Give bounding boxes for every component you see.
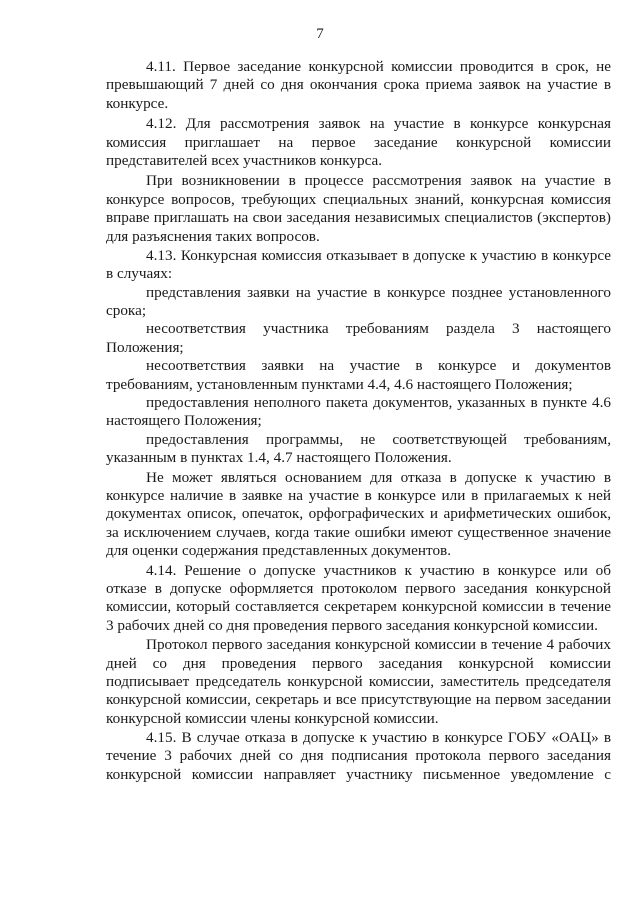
text-line: 4.14. Решение о допуске участников к участию в конкурсе или об [146,561,611,579]
text-line: несоответствия заявки на участие в конкурсе и документов [146,357,611,375]
text-line: настоящего Положения; [106,412,262,430]
text-line: При возникновении в процессе рассмотрения заявок на участие в [146,172,611,190]
text-line: срока; [106,302,147,320]
text-line: дней со дня проведения первого заседания конкурсной комиссии [106,654,611,672]
page-number: 7 [316,26,324,42]
text-line: конкурсной комиссии направляет участнику письменное уведомление с [106,765,611,783]
text-line: 4.12. Для рассмотрения заявок на участие в конкурсе конкурсная [146,115,611,133]
text-line: конкурсной комиссии, секретарь и все присутствующие на первом заседании [106,691,611,709]
document-body [106,58,611,784]
text-line: документах описок, опечаток, орфографических и арифметических ошибок, [106,505,611,523]
text-line: 4.11. Первое заседание конкурсной комиссии проводится в срок, не [146,58,611,75]
text-line: предоставления неполного пакета документов, указанных в пункте 4.6 [146,394,611,412]
text-line: для оценки содержания представленных документов. [106,542,452,560]
text-line: Не может являться основанием для отказа в допуске к участию в [146,468,611,486]
text-line: подписывает председатель конкурсной комиссии, заместитель председателя [106,672,611,690]
text-line: конкурсе. [106,94,169,112]
text-line: превышающий 7 дней со дня окончания срока приема заявок на участие в [106,76,611,94]
text-line: за исключением случаев, когда такие ошибки имеют существенное значение [106,523,611,541]
text-line: несоответствия участника требованиям раздела 3 настоящего [146,320,611,338]
text-line: предоставления программы, не соответствующей требованиям, [146,430,611,448]
text-line: вправе приглашать на свои заседания независимых специалистов (экспертов) [106,209,611,227]
text-line: 4.13. Конкурсная комиссия отказывает в допуске к участию в конкурсе [146,246,611,264]
text-line: течение 3 рабочих дней со дня подписания протокола первого заседания [106,747,611,765]
text-line: 3 рабочих дней со дня проведения первого заседания конкурсной комиссии. [106,616,598,634]
text-line: комиссия приглашает на первое заседание конкурсной комиссии [106,133,611,151]
text-line: Положения; [106,338,184,356]
text-line: представителей всех участников конкурса. [106,151,383,169]
text-line: в случаях: [106,265,173,283]
text-line: конкурсе наличие в заявке на участие в конкурсе или в прилагаемых к ней [106,486,611,504]
text-line: требованиям, установленным пунктами 4.4, 4.6 настоящего Положения; [106,375,573,393]
text-line: конкурсной комиссии члены конкурсной комиссии. [106,709,439,727]
text-line: отказе в допуске оформляется протоколом первого заседания конкурсной [106,579,611,597]
text-line: комиссии, который составляется секретарем конкурсной комиссии в течение [106,598,611,616]
text-line: конкурсе вопросов, требующих специальных знаний, конкурсная комиссия [106,190,611,208]
text-line: представления заявки на участие в конкурсе позднее установленного [146,283,611,301]
text-line: указанным в пунктах 1.4, 4.7 настоящего Положения. [106,449,452,467]
text-line: 4.15. В случае отказа в допуске к участию в конкурсе ГОБУ «ОАЦ» в [146,729,611,747]
text-line: Протокол первого заседания конкурсной комиссии в течение 4 рабочих [146,636,611,654]
text-line: для разъяснения таких вопросов. [106,227,320,245]
